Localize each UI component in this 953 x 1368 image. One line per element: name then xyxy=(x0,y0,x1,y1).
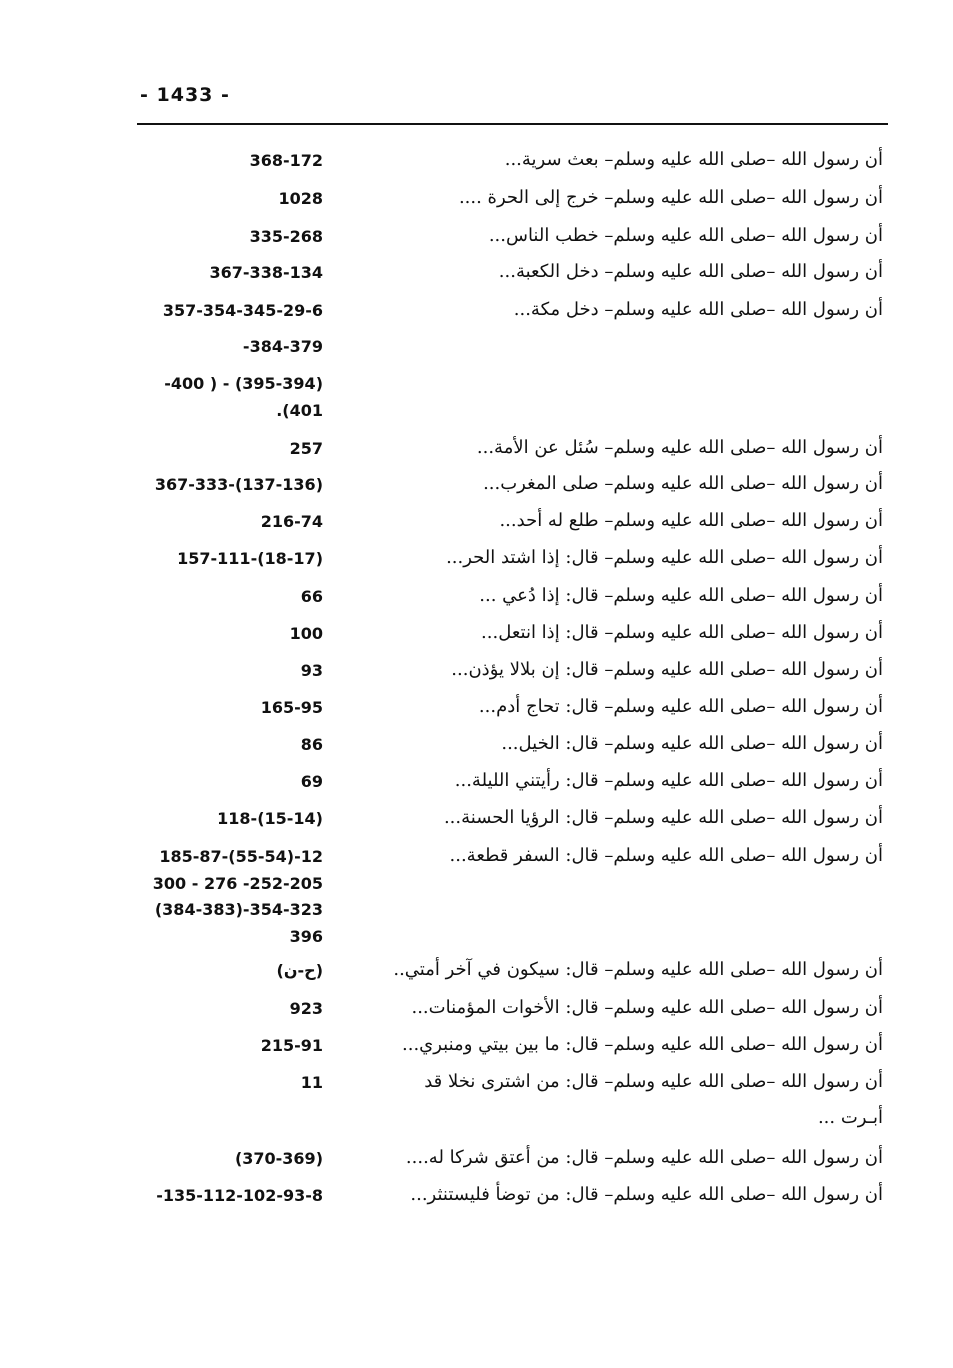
entry-page-refs: 300 - 276 -252-205 xyxy=(152,874,323,893)
entry-text: أن رسول الله –صلى الله عليه وسلم– قال: الأخوات المؤمنات... xyxy=(411,997,883,1018)
entry-text: أن رسول الله –صلى الله عليه وسلم– خطب الناس... xyxy=(488,225,883,246)
entry-text: أن رسول الله –صلى الله عليه وسلم– قال: تحاج أدم... xyxy=(478,696,883,717)
entry-page-refs: 165-95 xyxy=(260,698,323,717)
header-rule xyxy=(137,123,888,125)
entry-text: أن رسول الله –صلى الله عليه وسلم– سُئل عن الأمة... xyxy=(476,437,883,458)
page-number: - 1433 - xyxy=(140,84,230,106)
entry-page-refs: 11 xyxy=(300,1073,323,1092)
entry-page-refs: 368-172 xyxy=(249,151,323,170)
entry-text: أن رسول الله –صلى الله عليه وسلم– بعث سرية... xyxy=(504,149,883,170)
entry-text: أن رسول الله –صلى الله عليه وسلم– قال: الخيل... xyxy=(501,733,883,754)
entry-page-refs: 93 xyxy=(300,661,323,680)
entry-page-refs: 357-354-345-29-6 xyxy=(162,301,323,320)
entry-text: أن رسول الله –صلى الله عليه وسلم– قال: سيكون في آخر أمتي.. xyxy=(393,959,883,980)
entry-text: أن رسول الله –صلى الله عليه وسلم– قال: إن بلالا يؤذن... xyxy=(451,659,883,680)
entry-text: أن رسول الله –صلى الله عليه وسلم– قال: إذا دُعي ... xyxy=(479,585,883,606)
entry-page-refs: (ح-ن) xyxy=(276,961,323,980)
entry-text: أن رسول الله –صلى الله عليه وسلم– دخل الكعبة... xyxy=(498,261,883,282)
entry-page-refs: 100 xyxy=(289,624,323,643)
entry-page-refs: 1028 xyxy=(278,189,323,208)
entry-page-refs: 216-74 xyxy=(260,512,323,531)
entry-page-refs: 215-91 xyxy=(260,1036,323,1055)
entry-text: أن رسول الله –صلى الله عليه وسلم– قال: من اشترى نخلا قد xyxy=(424,1071,883,1092)
entry-page-refs: 66 xyxy=(300,587,323,606)
entry-page-refs: 923 xyxy=(289,999,323,1018)
entry-page-refs: 185-87-(55-54)-12 xyxy=(159,847,323,866)
entry-text-continuation: أبـرت ... xyxy=(817,1107,883,1128)
entry-page-refs: 69 xyxy=(300,772,323,791)
entry-text: أن رسول الله –صلى الله عليه وسلم– صلى المغرب... xyxy=(483,473,883,494)
entry-page-refs: 367-333-(137-136) xyxy=(154,475,323,494)
entry-page-refs: 118-(15-14) xyxy=(217,809,323,828)
entry-text: أن رسول الله –صلى الله عليه وسلم– خرج إلى الحرة .... xyxy=(458,187,883,208)
entry-text: أن رسول الله –صلى الله عليه وسلم– دخل مكة... xyxy=(513,299,883,320)
entry-page-refs: -135-112-102-93-8 xyxy=(156,1186,323,1205)
entry-text: أن رسول الله –صلى الله عليه وسلم– قال: رأيتني الليلة... xyxy=(454,770,883,791)
entry-page-refs: (384-383)-354-323 xyxy=(154,900,323,919)
entry-text: أن رسول الله –صلى الله عليه وسلم– قال: السفر قطعة... xyxy=(449,845,883,866)
entry-page-refs: 157-111-(18-17) xyxy=(177,549,323,568)
entry-text: أن رسول الله –صلى الله عليه وسلم– قال: إذا انتعل... xyxy=(481,622,883,643)
entry-text: أن رسول الله –صلى الله عليه وسلم– قال: من أعتق شركا له.... xyxy=(405,1147,883,1168)
entry-text: أن رسول الله –صلى الله عليه وسلم– قال: من توضأ فليستنثر... xyxy=(410,1184,883,1205)
entry-page-refs: 257 xyxy=(289,439,323,458)
entry-text: أن رسول الله –صلى الله عليه وسلم– قال: إذا اشتد الحر... xyxy=(446,547,883,568)
entry-text: أن رسول الله –صلى الله عليه وسلم– قال: ما بين بيتي ومنبري... xyxy=(402,1034,883,1055)
entry-page-refs: 367-338-134 xyxy=(209,263,323,282)
entry-text: أن رسول الله –صلى الله عليه وسلم– طلع له أحد... xyxy=(499,510,883,531)
entry-page-refs: .(401 xyxy=(276,401,323,420)
entry-page-refs: -384-379 xyxy=(242,337,323,356)
entry-page-refs: (370-369) xyxy=(234,1149,323,1168)
entry-page-refs: 335-268 xyxy=(249,227,323,246)
entry-page-refs: -400 ) - (395-394) xyxy=(164,374,323,393)
entry-page-refs: 396 xyxy=(289,927,323,946)
entry-page-refs: 86 xyxy=(300,735,323,754)
entry-text: أن رسول الله –صلى الله عليه وسلم– قال: الرؤيا الحسنة... xyxy=(443,807,883,828)
